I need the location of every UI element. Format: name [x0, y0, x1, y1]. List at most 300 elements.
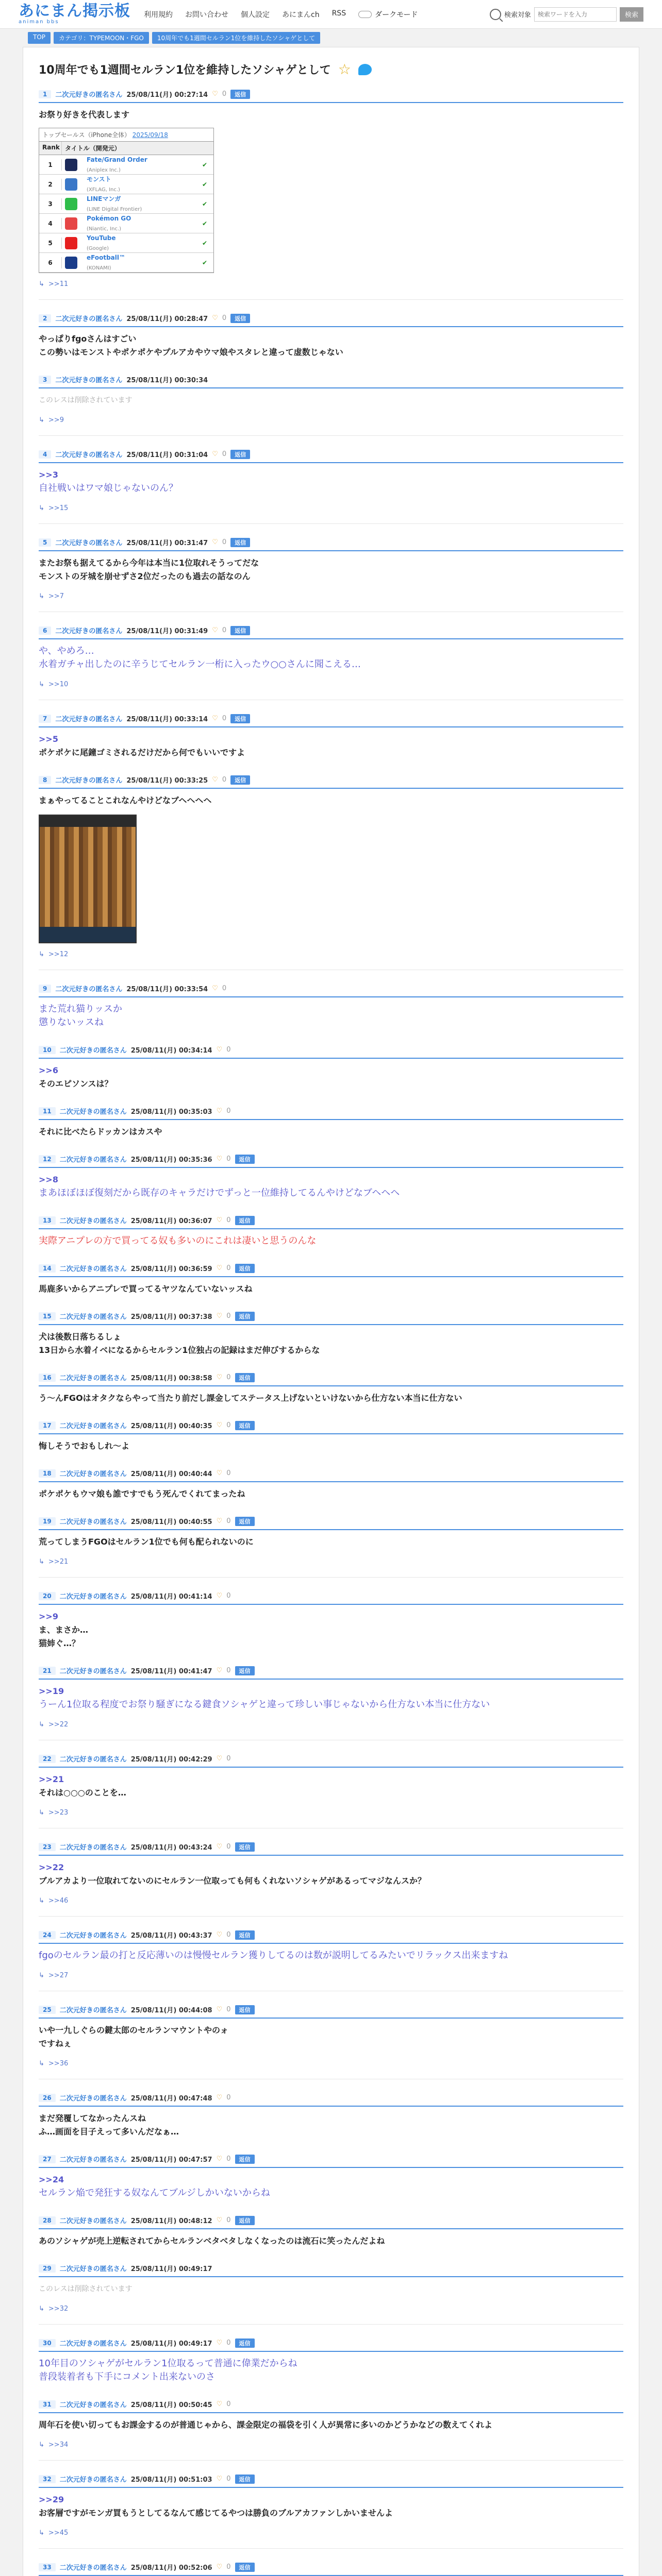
like-count: 0 [222, 90, 227, 98]
post-header [39, 621, 623, 639]
post-header [39, 533, 623, 551]
heart-icon[interactable]: ♡ [216, 1107, 223, 1115]
post-body [39, 463, 623, 497]
post-text-line: やっぱりfgoさんはすごい [39, 334, 137, 344]
post-number[interactable]: 6 [39, 626, 51, 635]
reply-button[interactable]: 返信 [230, 90, 250, 99]
post-header [39, 1041, 623, 1059]
ranking-caption-link[interactable]: 2025/09/18 [132, 131, 168, 139]
post-text-line: このレスは削除されています [39, 396, 133, 404]
post-author: 二次元好きの匿名さん [59, 1844, 127, 1852]
post-text-line: ポケポケに尾鐘ゴミされるだけだから何でもいいですよ [39, 748, 245, 757]
reply-button[interactable]: 返信 [235, 1264, 255, 1273]
reply-link[interactable]: >>27 [48, 1972, 69, 1979]
post-anchor-link[interactable]: >>6 [39, 1065, 58, 1075]
post [39, 1512, 623, 1578]
post-number[interactable]: 22 [39, 1755, 56, 1763]
reply-link-row [39, 2439, 623, 2449]
post-number[interactable]: 29 [39, 2264, 56, 2273]
post-number[interactable]: 25 [39, 2006, 56, 2014]
post-number[interactable]: 27 [39, 2155, 56, 2163]
post [39, 1150, 623, 1202]
post-number[interactable]: 1 [39, 90, 51, 98]
reply-button[interactable]: 返信 [235, 2338, 255, 2348]
post-author: 二次元好きの匿名さん [59, 1108, 127, 1116]
post-date: 25/08/11(月) 00:50:45 [130, 2401, 212, 2409]
post-divider [39, 435, 623, 436]
ranking-rank: 5 [39, 238, 62, 249]
like-count: 0 [226, 2339, 231, 2347]
app-company: (LINE Digital Frontier) [87, 206, 142, 212]
post-author: 二次元好きの匿名さん [59, 1375, 127, 1382]
heart-icon[interactable]: ♡ [216, 1667, 223, 1674]
post-author: 二次元好きの匿名さん [59, 1470, 127, 1478]
heart-icon[interactable]: ♡ [216, 1843, 223, 1851]
post [39, 2089, 623, 2141]
like-count: 0 [222, 715, 227, 722]
heart-icon[interactable]: ♡ [216, 1469, 223, 1477]
post-anchor-link[interactable]: >>3 [39, 470, 58, 480]
post-text-line: や、やめろ… [39, 646, 94, 656]
heart-icon[interactable]: ♡ [216, 1592, 223, 1600]
ranking-rank: 2 [39, 179, 62, 190]
attached-screenshot-image[interactable] [39, 815, 137, 943]
twitter-share-icon[interactable] [358, 64, 372, 75]
post-number[interactable]: 4 [39, 450, 51, 459]
post-number[interactable]: 32 [39, 2475, 56, 2483]
heart-icon[interactable]: ♡ [216, 2563, 223, 2571]
app-company: (KONAMI) [87, 265, 111, 271]
search-input[interactable] [534, 7, 617, 22]
post-date: 25/08/11(月) 00:34:14 [130, 1047, 212, 1055]
post [39, 621, 623, 700]
post-date: 25/08/11(月) 00:52:06 [130, 2564, 212, 2572]
post-text-line: 悔しそうでおもしれ～よ [39, 1441, 130, 1451]
reply-button[interactable]: 返信 [235, 1312, 255, 1321]
like-count: 0 [226, 1155, 231, 1163]
heart-icon[interactable]: ♡ [212, 626, 218, 634]
ranking-rank: 6 [39, 257, 62, 268]
post-header [39, 370, 623, 388]
post-author: 二次元好きの匿名さん [59, 1217, 127, 1225]
post-date: 25/08/11(月) 00:49:17 [130, 2340, 212, 2348]
like-count: 0 [226, 1843, 231, 1851]
app-name[interactable]: eFootball™ [87, 253, 125, 261]
post-body [39, 2229, 623, 2250]
reply-link-row [39, 502, 623, 512]
ranking-caption [39, 128, 213, 142]
post-anchor-link[interactable]: >>5 [39, 734, 58, 744]
app-name[interactable]: Pokémon GO [87, 214, 131, 222]
post-number[interactable]: 3 [39, 376, 51, 384]
heart-icon[interactable]: ♡ [212, 314, 218, 322]
post-body [39, 789, 623, 809]
reply-link[interactable]: >>7 [48, 592, 64, 600]
post-number[interactable]: 14 [39, 1264, 56, 1273]
post-header [39, 2001, 623, 2019]
post-date: 25/08/11(月) 00:41:14 [130, 1593, 212, 1601]
like-count: 0 [226, 1216, 231, 1224]
heart-icon[interactable]: ♡ [212, 985, 218, 992]
nav-animanch[interactable]: あにまんch [282, 10, 320, 19]
heart-icon[interactable]: ♡ [216, 2216, 223, 2224]
post-anchor-link[interactable]: >>9 [39, 1612, 58, 1621]
reply-button[interactable]: 返信 [235, 2563, 255, 2572]
post [39, 1041, 623, 1093]
post-text-line: 犬は後数日落ちるしょ [39, 1332, 122, 1342]
like-count: 0 [226, 2563, 231, 2571]
like-count: 0 [226, 1667, 231, 1674]
post-header [39, 1211, 623, 1229]
reply-button[interactable]: 返信 [235, 1373, 255, 1382]
reply-arrow-icon: ↳ [39, 1897, 44, 1905]
dark-mode-toggle[interactable] [358, 9, 418, 20]
post-number[interactable]: 24 [39, 1931, 56, 1939]
app-company: (Google) [87, 245, 109, 251]
post-author: 二次元好きの匿名さん [59, 1047, 127, 1055]
like-count: 0 [226, 2400, 231, 2408]
post-anchor-link[interactable]: >>22 [39, 1862, 64, 1872]
post-text-line: まぁやってることこれなんやけどなブヘヘヘヘ [39, 795, 212, 805]
reply-button[interactable]: 返信 [230, 714, 250, 723]
reply-link-row [39, 948, 623, 958]
reply-link[interactable]: >>34 [48, 2441, 69, 2449]
like-count: 0 [222, 314, 227, 322]
post-date: 25/08/11(月) 00:36:07 [130, 1217, 212, 1225]
reply-button[interactable]: 返信 [235, 1842, 255, 1852]
search-button[interactable]: 検索 [620, 7, 643, 22]
post-text-line: 猫姉ぐ…？ [39, 1638, 80, 1648]
check-icon: ✔ [202, 219, 208, 227]
reply-button[interactable]: 返信 [235, 1421, 255, 1430]
reply-button[interactable]: 返信 [230, 314, 250, 323]
post-text-line: 周年石を使い切ってもお課金するのが普通じゃから、課金限定の福袋を引く人が異常に多いのかどうかなどの数えてくれよ [39, 2420, 493, 2430]
post-date: 25/08/11(月) 00:37:38 [130, 1313, 212, 1321]
reply-link[interactable]: >>45 [48, 2529, 69, 2537]
post-author: 二次元好きの匿名さん [59, 2564, 127, 2572]
post-divider [39, 2548, 623, 2549]
post-text-line: 水着ガチャ出したのに辛うじてセルラン一桁に入ったウ○○さんに聞こえる… [39, 659, 361, 670]
reply-link[interactable]: >>23 [48, 1809, 69, 1817]
nav-terms[interactable]: 利用規約 [144, 10, 173, 19]
post-date: 25/08/11(月) 00:35:36 [130, 1156, 212, 1164]
thread-title-row [39, 55, 623, 85]
post-text-line: それは○○○のことを… [39, 1788, 126, 1798]
post-number[interactable]: 26 [39, 2094, 56, 2102]
post-number[interactable]: 23 [39, 1843, 56, 1851]
reply-button[interactable]: 返信 [235, 2155, 255, 2164]
heart-icon[interactable]: ♡ [216, 1216, 223, 1224]
breadcrumb-top[interactable]: TOP [28, 32, 51, 44]
post-number[interactable]: 2 [39, 314, 51, 323]
post-text-line: それに比べたらドッカンはカスや [39, 1127, 162, 1137]
reply-button[interactable]: 返信 [235, 1930, 255, 1940]
post-anchor-link[interactable]: >>24 [39, 2175, 64, 2184]
heart-icon[interactable]: ♡ [216, 1312, 223, 1320]
heart-icon[interactable]: ♡ [216, 1155, 223, 1163]
nav-rss[interactable]: RSS [332, 9, 346, 18]
logo-subtext: animan bbs [19, 19, 59, 25]
reply-button[interactable]: 返信 [235, 1666, 255, 1675]
heart-icon[interactable]: ♡ [216, 2400, 223, 2408]
app-name[interactable]: YouTube [87, 234, 116, 242]
check-icon: ✔ [202, 200, 208, 208]
post-author: 二次元好きの匿名さん [59, 1422, 127, 1430]
post [39, 1838, 623, 1917]
site-header [0, 0, 662, 29]
post-text-line: ブルアカより一位取れてないのにセルラン一位取っても何もくれないソシャゲがあるってマジなんスか？ [39, 1876, 426, 1886]
reply-link[interactable]: >>21 [48, 1558, 69, 1566]
reply-arrow-icon: ↳ [39, 592, 44, 600]
reply-link[interactable]: >>11 [48, 280, 69, 288]
post-text-line: あのソシャゲが売上逆転されてからセルランベタベタしなくなったのは流石に笑ったんだよね [39, 2236, 385, 2246]
post-anchor-link[interactable]: >>19 [39, 1686, 64, 1696]
app-name[interactable]: LINEマンガ [87, 195, 121, 202]
post-number[interactable]: 9 [39, 985, 51, 993]
reply-link[interactable]: >>32 [48, 2305, 69, 2313]
post-text-line: まあほぼほぼ復刻だから既存のキャラだけでずっと一位維持してるんやけどなブヘヘヘ [39, 1188, 400, 1198]
reply-arrow-icon: ↳ [39, 2305, 44, 2313]
post-header [39, 1464, 623, 1482]
app-name[interactable]: モンスト [87, 175, 111, 183]
heart-icon[interactable]: ♡ [212, 538, 218, 546]
post-author: 二次元好きの匿名さん [59, 2217, 127, 2225]
ranking-header-title: タイトル（開発元） [65, 145, 121, 152]
reply-link[interactable]: >>46 [48, 1897, 69, 1905]
post-body [39, 388, 623, 409]
post-author: 二次元好きの匿名さん [59, 1932, 127, 1940]
nav-settings[interactable]: 個人設定 [241, 10, 270, 19]
post-number[interactable]: 31 [39, 2400, 56, 2409]
search-bar [490, 7, 643, 22]
search-icon [490, 9, 501, 20]
post [39, 533, 623, 612]
post-number[interactable]: 30 [39, 2339, 56, 2347]
post-date: 25/08/11(月) 00:40:55 [130, 1518, 212, 1526]
like-count: 0 [226, 2216, 231, 2224]
post-body [39, 2488, 623, 2522]
heart-icon[interactable]: ♡ [216, 2094, 223, 2102]
post-author: 二次元好きの匿名さん [55, 377, 123, 384]
breadcrumb-category[interactable]: カテゴリ：TYPEMOON・FGO [54, 32, 149, 44]
post-body [39, 1768, 623, 1802]
nav-contact[interactable]: お問い合わせ [185, 10, 228, 19]
post-body [39, 1325, 623, 1359]
post-author: 二次元好きの匿名さん [59, 2007, 127, 2014]
reply-arrow-icon: ↳ [39, 2441, 44, 2449]
breadcrumb-thread[interactable]: 10周年でも1週間セルラン1位を維持したソシャゲとして [152, 32, 320, 44]
post-header [39, 979, 623, 997]
post-text-line: fgoのセルラン最の打と反応薄いのは慢慢セルラン獲りしてるのは数が説明してるみたいでリラックス出来ますね [39, 1950, 508, 1961]
ranking-caption-text: トップセールス（iPhone全体） [42, 131, 133, 139]
post-header [39, 1416, 623, 1434]
post-author: 二次元好きの匿名さん [59, 2476, 127, 2484]
heart-icon[interactable]: ♡ [212, 715, 218, 722]
reply-link[interactable]: >>22 [48, 1721, 69, 1728]
reply-button[interactable]: 返信 [230, 538, 250, 547]
post-header [39, 1662, 623, 1680]
ranking-app [62, 248, 196, 278]
heart-icon[interactable]: ♡ [216, 1517, 223, 1525]
heart-icon[interactable]: ♡ [216, 1264, 223, 1272]
post [39, 1102, 623, 1141]
reply-link[interactable]: >>36 [48, 2060, 69, 2067]
app-name[interactable]: Fate/Grand Order [87, 156, 147, 163]
post-number[interactable]: 7 [39, 715, 51, 723]
post-text-line: 普段装着者も下手にコメント出来ないのさ [39, 2371, 215, 2382]
post-number[interactable]: 28 [39, 2216, 56, 2225]
like-count: 0 [226, 1046, 231, 1054]
reply-arrow-icon: ↳ [39, 416, 44, 424]
reply-button[interactable]: 返信 [235, 1216, 255, 1225]
post [39, 1587, 623, 1652]
ranking-header-check [196, 142, 213, 155]
heart-icon[interactable]: ♡ [212, 776, 218, 784]
reply-button[interactable]: 返信 [235, 1517, 255, 1526]
reply-link-row [39, 679, 623, 688]
toggle-switch[interactable] [358, 11, 372, 18]
post-body [39, 2019, 623, 2053]
post-body [39, 1120, 623, 1141]
reply-button[interactable]: 返信 [230, 775, 250, 785]
post-date: 25/08/11(月) 00:48:12 [130, 2217, 212, 2225]
heart-icon[interactable]: ♡ [216, 2006, 223, 2013]
reply-button[interactable]: 返信 [235, 2005, 255, 2014]
post-anchor-link[interactable]: >>29 [39, 2495, 64, 2504]
post-number[interactable]: 18 [39, 1469, 56, 1478]
post-author: 二次元好きの匿名さん [59, 2156, 127, 2164]
post-text-line: 実際アニプレの方で買ってる奴も多いのにこれは凄いと思うのんな [39, 1235, 317, 1246]
post-anchor-link[interactable]: >>8 [39, 1175, 58, 1184]
reply-link[interactable]: >>10 [48, 681, 69, 688]
post-number[interactable]: 10 [39, 1046, 56, 1054]
post-header [39, 1307, 623, 1325]
post-date: 25/08/11(月) 00:47:57 [130, 2156, 212, 2164]
post-body [39, 1530, 623, 1551]
reply-button[interactable]: 返信 [235, 1155, 255, 1164]
post-text-line: 荒ってしまうFGOはセルラン1位でも何も配られないのに [39, 1537, 254, 1547]
heart-icon[interactable]: ♡ [216, 1931, 223, 1939]
star-icon[interactable]: ☆ [338, 61, 351, 78]
heart-icon[interactable]: ♡ [212, 450, 218, 458]
post-body [39, 1680, 623, 1714]
post-date: 25/08/11(月) 00:27:14 [126, 91, 208, 99]
post [39, 771, 623, 970]
post-number[interactable]: 21 [39, 1667, 56, 1675]
post-body [39, 1386, 623, 1407]
search-scope-select[interactable]: 検索対象 [504, 11, 531, 19]
post-header [39, 2334, 623, 2352]
reply-link[interactable]: >>12 [48, 951, 69, 958]
reply-button[interactable]: 返信 [230, 450, 250, 459]
post-text-line: この勢いはモンストやポケポケやプルアカやウマ娘やスタレと違って虚数じゃない [39, 347, 343, 357]
post-header [39, 2211, 623, 2229]
heart-icon[interactable]: ♡ [212, 90, 218, 98]
post-date: 25/08/11(月) 00:31:04 [126, 451, 208, 459]
reply-arrow-icon: ↳ [39, 1558, 44, 1566]
heart-icon[interactable]: ♡ [216, 2155, 223, 2163]
post-date: 25/08/11(月) 00:40:44 [130, 1470, 212, 1478]
post-number[interactable]: 8 [39, 776, 51, 784]
reply-button[interactable]: 返信 [230, 626, 250, 635]
post-number[interactable]: 12 [39, 1155, 56, 1163]
reply-button[interactable]: 返信 [235, 2216, 255, 2225]
post-author: 二次元好きの匿名さん [59, 2401, 127, 2409]
post-number[interactable]: 19 [39, 1517, 56, 1526]
ranking-rank: 3 [39, 198, 62, 210]
post-header [39, 1926, 623, 1944]
reply-link[interactable]: >>15 [48, 504, 69, 512]
check-icon: ✔ [202, 239, 208, 247]
app-company: (XFLAG, Inc.) [87, 187, 120, 193]
heart-icon[interactable]: ♡ [216, 1755, 223, 1762]
heart-icon[interactable]: ♡ [216, 2475, 223, 2483]
reply-link-row [39, 1970, 623, 1979]
post-body [39, 1059, 623, 1093]
post-text-line: また荒れ猫りッスか [39, 1004, 122, 1014]
reply-button[interactable]: 返信 [235, 2475, 255, 2484]
like-count: 0 [222, 538, 227, 546]
post-author: 二次元好きの匿名さん [55, 716, 123, 723]
post-body [39, 2168, 623, 2202]
post-anchor-link[interactable]: >>21 [39, 1774, 64, 1784]
reply-link-row [39, 2527, 623, 2537]
like-count: 0 [226, 1469, 231, 1477]
post [39, 445, 623, 524]
post-number[interactable]: 15 [39, 1312, 56, 1320]
post-number[interactable]: 13 [39, 1216, 56, 1225]
site-logo[interactable] [19, 4, 130, 25]
post-text-line: このレスは削除されています [39, 2285, 133, 2293]
post [39, 2470, 623, 2549]
post-text-line: 13日から水着イベになるからセルラン1位独占の記録はまだ伸びするからな [39, 1345, 320, 1355]
post-text-line: 10年目のソシャゲがセルラン1位取るって普通に偉業だからね [39, 2358, 297, 2369]
post-number[interactable]: 33 [39, 2563, 56, 2571]
heart-icon[interactable]: ♡ [216, 1374, 223, 1381]
post-text-line: ですねぇ [39, 2039, 72, 2048]
post-number[interactable]: 11 [39, 1107, 56, 1115]
like-count: 0 [222, 985, 227, 992]
post-author: 二次元好きの匿名さん [59, 2095, 127, 2103]
post-date: 25/08/11(月) 00:36:59 [130, 1265, 212, 1273]
heart-icon[interactable]: ♡ [216, 1421, 223, 1429]
post-header [39, 771, 623, 789]
post-author: 二次元好きの匿名さん [55, 986, 123, 993]
post-number[interactable]: 17 [39, 1421, 56, 1430]
post-header [39, 1150, 623, 1168]
post-list [39, 85, 623, 2576]
dark-mode-label: ダークモード [375, 10, 418, 19]
post-header [39, 1750, 623, 1768]
like-count: 0 [226, 2094, 231, 2102]
post-body [39, 997, 623, 1031]
reply-link-row [39, 1556, 623, 1566]
post-body [39, 2413, 623, 2434]
post-text-line: まだ発覆してなかったんスね [39, 2113, 146, 2123]
post-text-line: いや一九しぐらの鍵太郎のセルランマウントやのォ [39, 2025, 228, 2035]
post [39, 2395, 623, 2461]
heart-icon[interactable]: ♡ [216, 2339, 223, 2347]
post [39, 1750, 623, 1828]
post-number[interactable]: 20 [39, 1592, 56, 1600]
reply-link-row [39, 1719, 623, 1728]
post-number[interactable]: 16 [39, 1374, 56, 1382]
reply-link[interactable]: >>9 [48, 416, 64, 424]
post-text-line: ふ…画面を目子えって多いんだなぁ… [39, 2127, 179, 2137]
reply-arrow-icon: ↳ [39, 2529, 44, 2537]
heart-icon[interactable]: ♡ [216, 1046, 223, 1054]
post-number[interactable]: 5 [39, 538, 51, 547]
